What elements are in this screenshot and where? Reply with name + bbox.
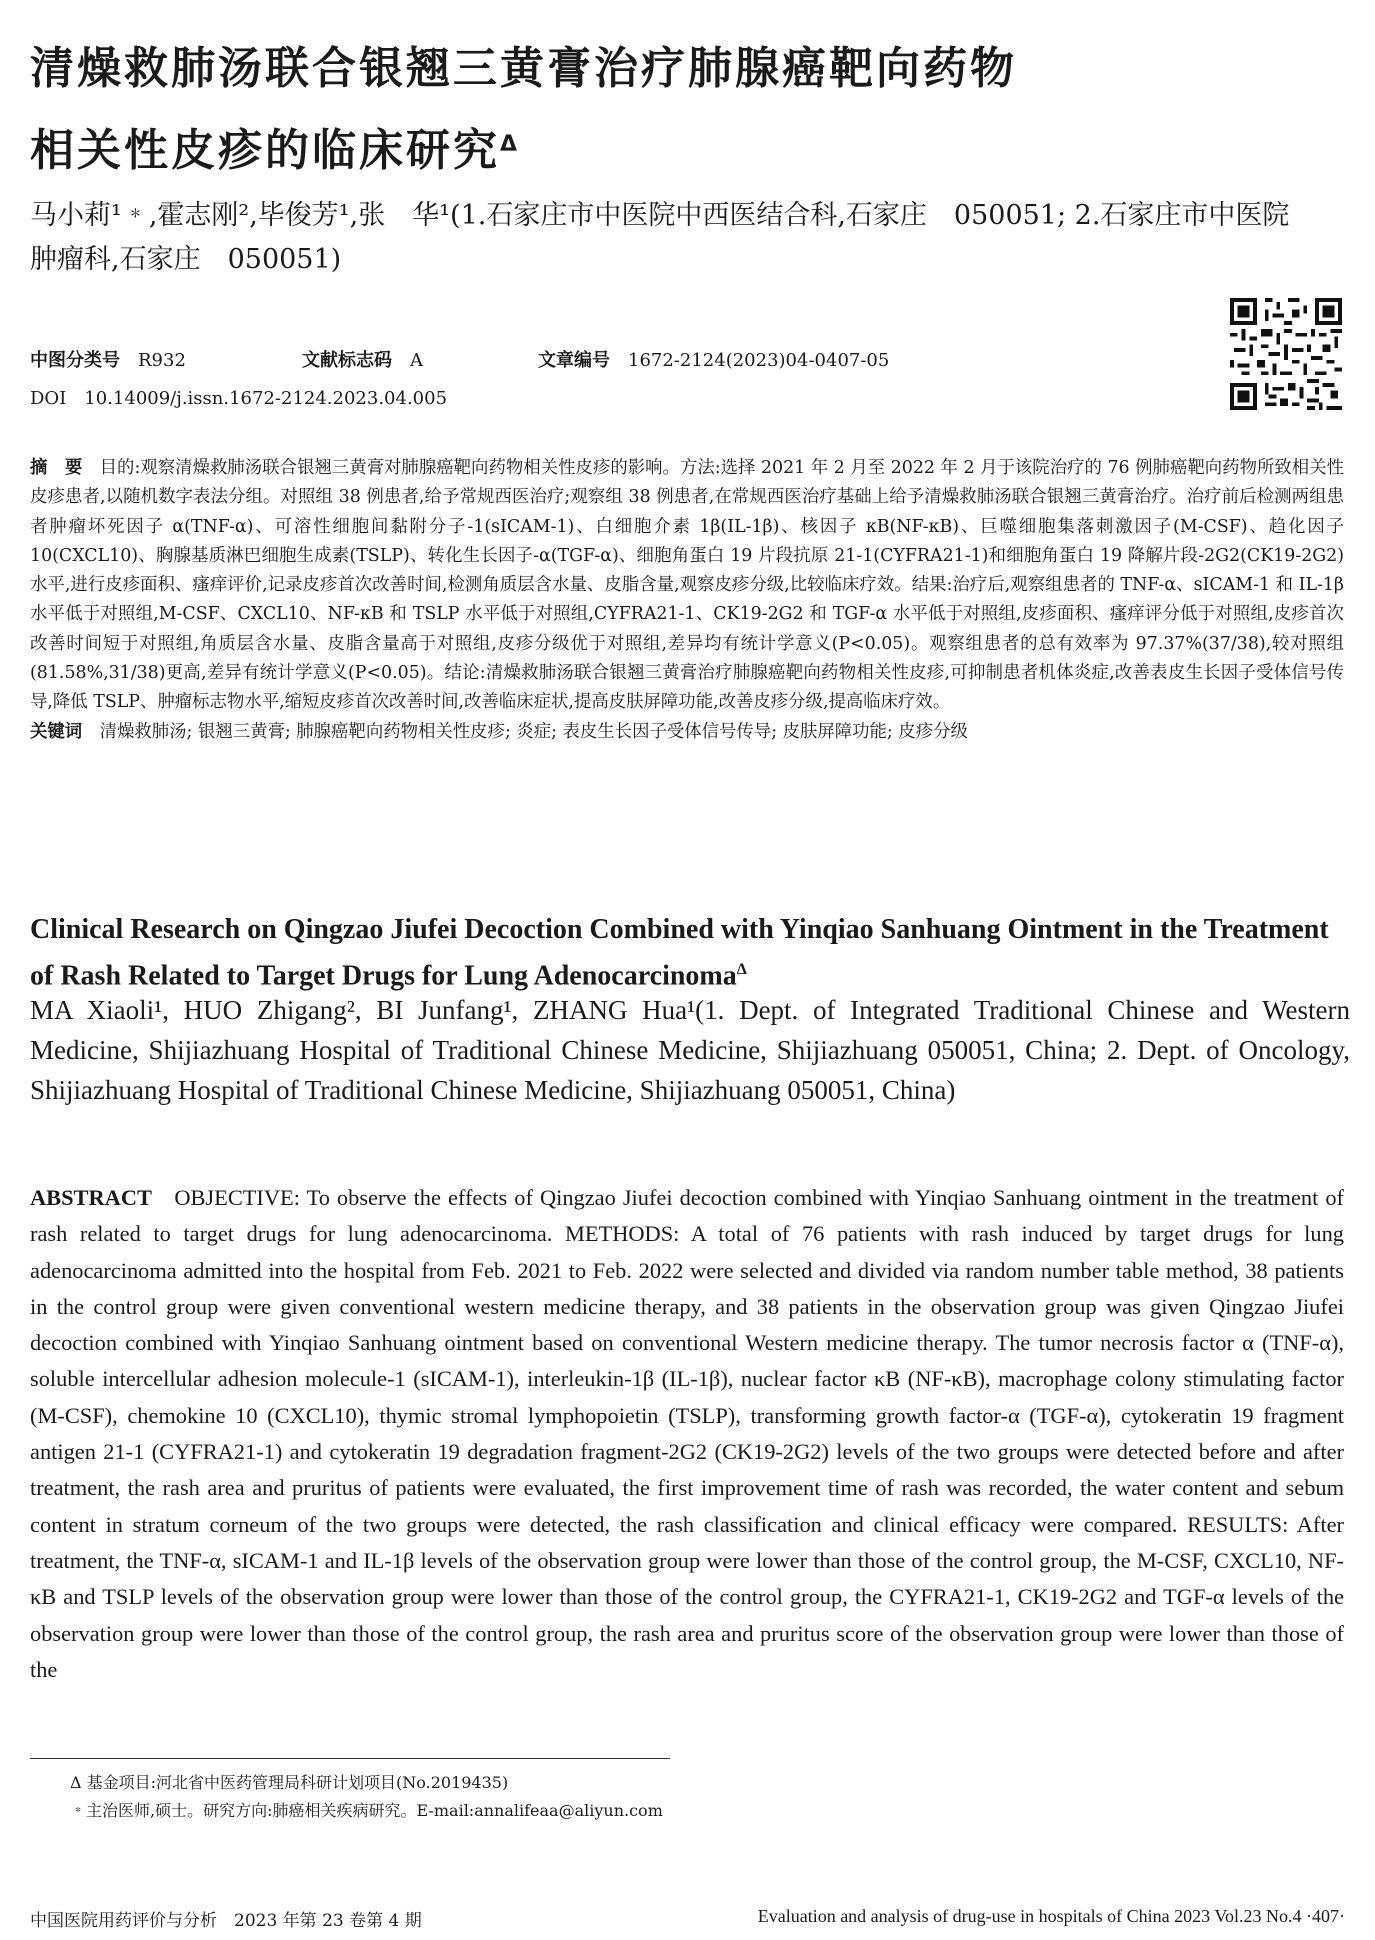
title-fund-mark: Δ xyxy=(500,132,521,157)
english-authors: MA Xiaoli¹, HUO Zhigang², BI Junfang¹, ZHANG Hua¹(1. Dept. of Integrated Traditional Chinese and Western Medicine, Shijiazhuang Hospital of Traditional Chinese Medicine, Shijiazhuang 050051, China; 2. Dept. of Oncology, Shijiazhuang Hospital of Traditional Chinese Medicine, Shijiazhuang 050051, China) xyxy=(30,995,1350,1105)
en-title-text: Clinical Research on Qingzao Jiufei Decoction Combined with Yinqiao Sanhuang Ointment in the Treatment of Rash Related to Target Drugs for Lung Adenocarcinoma xyxy=(30,914,1329,992)
article-number xyxy=(538,346,889,372)
footer-journal-en: Evaluation and analysis of drug-use in hospitals of China 2023 Vol.23 No.4 ·407· xyxy=(757,1906,1345,1926)
authors-line-2: 肿瘤科,石家庄 050051) xyxy=(30,244,342,275)
footer-journal-zh: 中国医院用药评价与分析 2023 年第 23 卷第 4 期 xyxy=(30,1911,422,1931)
english-abstract xyxy=(30,1180,1344,1688)
zh-keywords-label: 关键词 xyxy=(30,721,83,742)
chinese-abstract xyxy=(30,454,1344,747)
chinese-title xyxy=(30,28,1350,192)
zh-keywords-text: 清燥救肺汤; 银翘三黄膏; 肺腺癌靶向药物相关性皮疹; 炎症; 表皮生长因子受体信号传导; 皮肤屏障功能; 皮疹分级 xyxy=(99,721,968,742)
en-abstract-text: OBJECTIVE: To observe the effects of Qingzao Jiufei decoction combined with Yinqiao Sanhuang ointment in the treatment of rash related to target drugs for lung adenocarcinoma. METHODS: A total of 76 patients with rash induced by target drugs for lung adenocarcinoma admitted into the hospital from Feb. 2021 to Feb. 2022 were selected and divided via random number table method, 38 patients in the control group were given conventional western medicine therapy, and 38 patients in the observation group was given Qingzao Jiufei decoction combined with Yinqiao Sanhuang ointment based on conventional Western medicine therapy. The tumor necrosis factor α (TNF-α), soluble intercellular adhesion molecule-1 (sICAM-1), interleukin-1β (IL-1β), nuclear factor κB (NF-κB), macrophage colony stimulating factor (M-CSF), chemokine 10 (CXCL10), thymic stromal lymphopoietin (TSLP), transforming growth factor-α (TGF-α), cytokeratin 19 fragment antigen 21-1 (CYFRA21-1) and cytokeratin 19 degradation fragment-2G2 (CK19-2G2) levels of the two groups were detected before and after treatment, the rash area and pruritus of patients were evaluated, the first improvement time of rash was recorded, the water content and sebum content in stratum corneum of the two groups were detected, the rash classification and clinical efficacy were compared. RESULTS: After treatment, the TNF-α, sICAM-1 and IL-1β levels of the observation group were lower than those of the control group, the M-CSF, CXCL10, NF-κB and TSLP levels of the observation group were lower than those of the control group, the CYFRA21-1, CK19-2G2 and TGF-α levels of the observation group were lower than those of the control group, the rash area and pruritus score of the observation group were lower than those of the xyxy=(30,1185,1344,1682)
zh-abstract-label: 摘 要 xyxy=(30,458,83,478)
footnote-author: ﹡主治医师,硕士。研究方向:肺癌相关疾病研究。E-mail:annalifeaa@aliyun.com xyxy=(70,1801,663,1820)
title-line-2: 相关性皮疹的临床研究 xyxy=(30,125,500,176)
footnote-funding: Δ 基金项目:河北省中医药管理局科研计划项目(No.2019435) xyxy=(70,1773,509,1792)
doc-label: 文献标志码 xyxy=(302,350,392,371)
chinese-authors xyxy=(30,194,1350,282)
zh-abstract-text: 目的:观察清燥救肺汤联合银翘三黄膏对肺腺癌靶向药物相关性皮疹的影响。方法:选择 2021 年 2 月至 2022 年 2 月于该院治疗的 76 例肺癌靶向药物所致相关性皮疹患者,以随机数字表法分组。对照组 38 例患者,给予常规西医治疗;观察组 38 例患者,在常规西医治疗基础上给予清燥救肺汤联合银翘三黄膏治疗。治疗前后检测两组患者肿瘤坏死因子 α(TNF-α)、可溶性细胞间黏附分子-1(sICAM-1)、白细胞介素 1β(IL-1β)、核因子 κB(NF-κB)、巨噬细胞集落刺激因子(M-CSF)、趋化因子 10(CXCL10)、胸腺基质淋巴细胞生成素(TSLP)、转化生长因子-α(TGF-α)、细胞角蛋白 19 片段抗原 21-1(CYFRA21-1)和细胞角蛋白 19 降解片段-2G2(CK19-2G2)水平,进行皮疹面积、瘙痒评价,记录皮疹首次改善时间,检测角质层含水量、皮脂含量,观察皮疹分级,比较临床疗效。结果:治疗后,观察组患者的 TNF-α、sICAM-1 和 IL-1β 水平低于对照组,M-CSF、CXCL10、NF-κB 和 TSLP 水平低于对照组,CYFRA21-1、CK19-2G2 和 TGF-α 水平低于对照组,皮疹面积、瘙痒评分低于对照组,皮疹首次改善时间短于对照组,角质层含水量、皮脂含量高于对照组,皮疹分级优于对照组,差异均有统计学意义(P<0.05)。观察组患者的总有效率为 97.37%(37/38),较对照组(81.58%,31/38)更高,差异有统计学意义(P<0.05)。结论:清燥救肺汤联合银翘三黄膏治疗肺腺癌靶向药物相关性皮疹,可抑制患者机体炎症,改善表皮生长因子受体信号传导,降低 TSLP、肿瘤标志物水平,缩短皮疹首次改善时间,改善临床症状,提高皮肤屏障功能,改善皮疹分级,提高临床疗效。 xyxy=(30,458,1344,713)
article-label: 文章编号 xyxy=(538,350,610,371)
clc-label: 中图分类号 xyxy=(30,350,120,371)
en-title-fund-mark: Δ xyxy=(736,961,747,978)
footnote-divider xyxy=(30,1758,670,1759)
article-value: 1672-2124(2023)04-0407-05 xyxy=(628,350,890,371)
title-line-1: 清燥救肺汤联合银翘三黄膏治疗肺腺癌靶向药物 xyxy=(30,43,1017,94)
qr-code-icon xyxy=(1230,298,1342,410)
doc-value: A xyxy=(410,350,423,371)
en-abstract-label: ABSTRACT xyxy=(30,1185,152,1210)
document-code xyxy=(302,346,423,372)
clc-value: R932 xyxy=(138,350,186,371)
doi: DOI 10.14009/j.issn.1672-2124.2023.04.005 xyxy=(30,388,448,409)
english-title xyxy=(30,910,1350,996)
clc-number xyxy=(30,346,186,372)
authors-line-1: 马小莉¹﹡,霍志刚²,毕俊芳¹,张 华¹(1.石家庄市中医院中西医结合科,石家庄 050051; 2.石家庄市中医院 xyxy=(30,200,1290,231)
